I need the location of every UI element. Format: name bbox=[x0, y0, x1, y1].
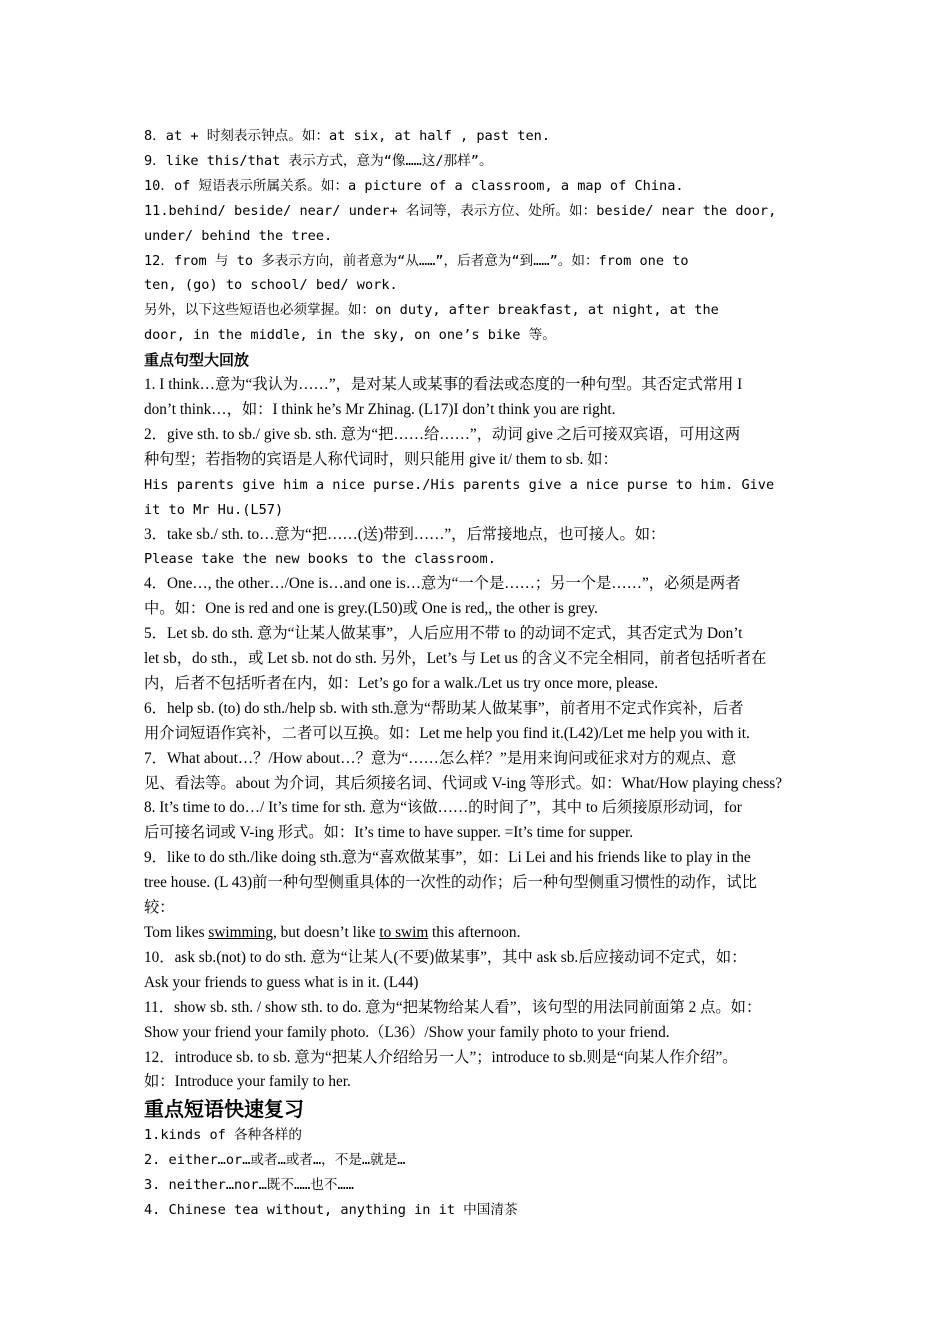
section-heading-sentences: 重点句型大回放 bbox=[144, 351, 250, 370]
document-body bbox=[144, 124, 810, 1223]
section-heading-phrases: 重点短语快速复习 bbox=[144, 1097, 304, 1122]
notes-block-prepositions bbox=[144, 124, 810, 348]
example-line: it to Mr Hu.(L57) bbox=[144, 501, 284, 518]
note-line: 12．from 与 to 多表示方向，前者意为“从……”，后者意为“到……”。如：from one to bbox=[144, 252, 689, 269]
note-line: 另外，以下这些短语也必须掌握。如：on duty, after breakfast, at night, at the bbox=[144, 302, 719, 319]
pattern-line: 8. It’s time to do…/ It’s time for sth. 意为“该做……的时间了”，其中 to 后须接原形动词，for bbox=[144, 799, 742, 817]
pattern-line: 10．ask sb.(not) to do sth. 意为“让某人(不要)做某事”，其中 ask sb.后应接动词不定式，如： bbox=[144, 948, 747, 966]
note-line: under/ behind the tree. bbox=[144, 227, 333, 244]
compare-example-line bbox=[144, 921, 810, 946]
phrase-line: 3. neither…nor…既不……也不…… bbox=[144, 1177, 354, 1194]
pattern-line: 11．show sb. sth. / show sth. to do. 意为“把某物给某人看”，该句型的用法同前面第 2 点。如： bbox=[144, 998, 762, 1016]
example-line: Please take the new books to the classroom. bbox=[144, 551, 496, 568]
phrases-block bbox=[144, 1123, 810, 1223]
note-line: 11.behind/ beside/ near/ under+ 名词等，表示方位、处所。如：beside/ near the door, bbox=[144, 202, 777, 219]
pattern-line: don’t think…，如：I think he’s Mr Zhinag. (L17)I don’t think you are right. bbox=[144, 400, 616, 418]
phrase-line: 2. either…or…或者…或者…，不是…就是… bbox=[144, 1152, 406, 1169]
pattern-line: tree house. (L 43)前一种句型侧重具体的一次性的动作；后一种句型侧重习惯性的动作，试比 bbox=[144, 874, 757, 892]
pattern-line: 5．Let sb. do sth. 意为“让某人做某事”，人后应用不带 to 的动词不定式，其否定式为 Don’t bbox=[144, 625, 743, 643]
compare-text: Tom likes bbox=[144, 924, 209, 941]
note-line: 10．of 短语表示所属关系。如：a picture of a classroom, a map of China. bbox=[144, 177, 684, 194]
pattern-line: 2．give sth. to sb./ give sb. sth. 意为“把……给……”，动词 give 之后可接双宾语，可用这两 bbox=[144, 425, 741, 443]
phrase-line: 4. Chinese tea without, anything in it 中国清茶 bbox=[144, 1202, 518, 1219]
pattern-line: 6．help sb. (to) do sth./help sb. with sth.意为“帮助某人做某事”，前者用不定式作宾补，后者 bbox=[144, 699, 744, 717]
underlined-word: to swim bbox=[379, 924, 429, 941]
pattern-line: 如：Introduce your family to her. bbox=[144, 1073, 351, 1091]
phrase-line: 1.kinds of 各种各样的 bbox=[144, 1127, 302, 1144]
pattern-line: 较： bbox=[144, 899, 175, 917]
note-line: 8．at + 时刻表示钟点。如：at six, at half , past ten. bbox=[144, 128, 551, 144]
pattern-line: Show your friend your family photo.（L36）/Show your family photo to your friend. bbox=[144, 1023, 670, 1041]
note-line: door, in the middle, in the sky, on one’s bike 等。 bbox=[144, 327, 556, 344]
pattern-line: 用介词短语作宾补，二者可以互换。如：Let me help you find it.(L42)/Let me help you with it. bbox=[144, 724, 750, 742]
compare-text: , but doesn’t like bbox=[272, 924, 380, 941]
pattern-line: 4．One…, the other…/One is…and one is…意为“一个是……；另一个是……”，必须是两者 bbox=[144, 575, 741, 593]
note-line: 9．like this/that 表示方式，意为“像……这/那样”。 bbox=[144, 152, 493, 169]
underlined-word: swimming bbox=[208, 924, 273, 941]
note-line: ten, (go) to school/ bed/ work. bbox=[144, 277, 398, 294]
compare-text: this afternoon. bbox=[428, 924, 521, 941]
sentence-patterns-block bbox=[144, 373, 810, 1095]
pattern-line: 种句型；若指物的宾语是人称代词时，则只能用 give it/ them to sb. 如： bbox=[144, 450, 618, 468]
pattern-line: 后可接名词或 V-ing 形式。如：It’s time to have supper. =It’s time for supper. bbox=[144, 824, 634, 842]
pattern-line: 见、看法等。about 为介词，其后须接名词、代词或 V-ing 等形式。如：What/How playing chess? bbox=[144, 774, 783, 792]
pattern-line: 内，后者不包括听者在内，如：Let’s go for a walk./Let us try once more, please. bbox=[144, 674, 659, 692]
pattern-line: 3．take sb./ sth. to…意为“把……(送)带到……”，后常接地点，也可接人。如： bbox=[144, 525, 666, 543]
example-line: His parents give him a nice purse./His parents give a nice purse to him. Give bbox=[144, 476, 775, 493]
pattern-line: 1. I think…意为“我认为……”，是对某人或某事的看法或态度的一种句型。其否定式常用 I bbox=[144, 376, 743, 394]
pattern-line: Ask your friends to guess what is in it. (L44) bbox=[144, 973, 419, 991]
pattern-line: 7．What about…？/How about…？意为“……怎么样？”是用来询问或征求对方的观点、意 bbox=[144, 749, 737, 767]
pattern-line: 12．introduce sb. to sb. 意为“把某人介绍给另一人”；introduce to sb.则是“向某人作介绍”。 bbox=[144, 1048, 738, 1066]
pattern-line: let sb，do sth.，或 Let sb. not do sth. 另外，Let’s 与 Let us 的含义不完全相同，前者包括听者在 bbox=[144, 650, 767, 668]
pattern-line: 9．like to do sth./like doing sth.意为“喜欢做某事”，如：Li Lei and his friends like to play in the bbox=[144, 849, 751, 867]
pattern-line: 中。如：One is red and one is grey.(L50)或 One is red,, the other is grey. bbox=[144, 600, 598, 618]
